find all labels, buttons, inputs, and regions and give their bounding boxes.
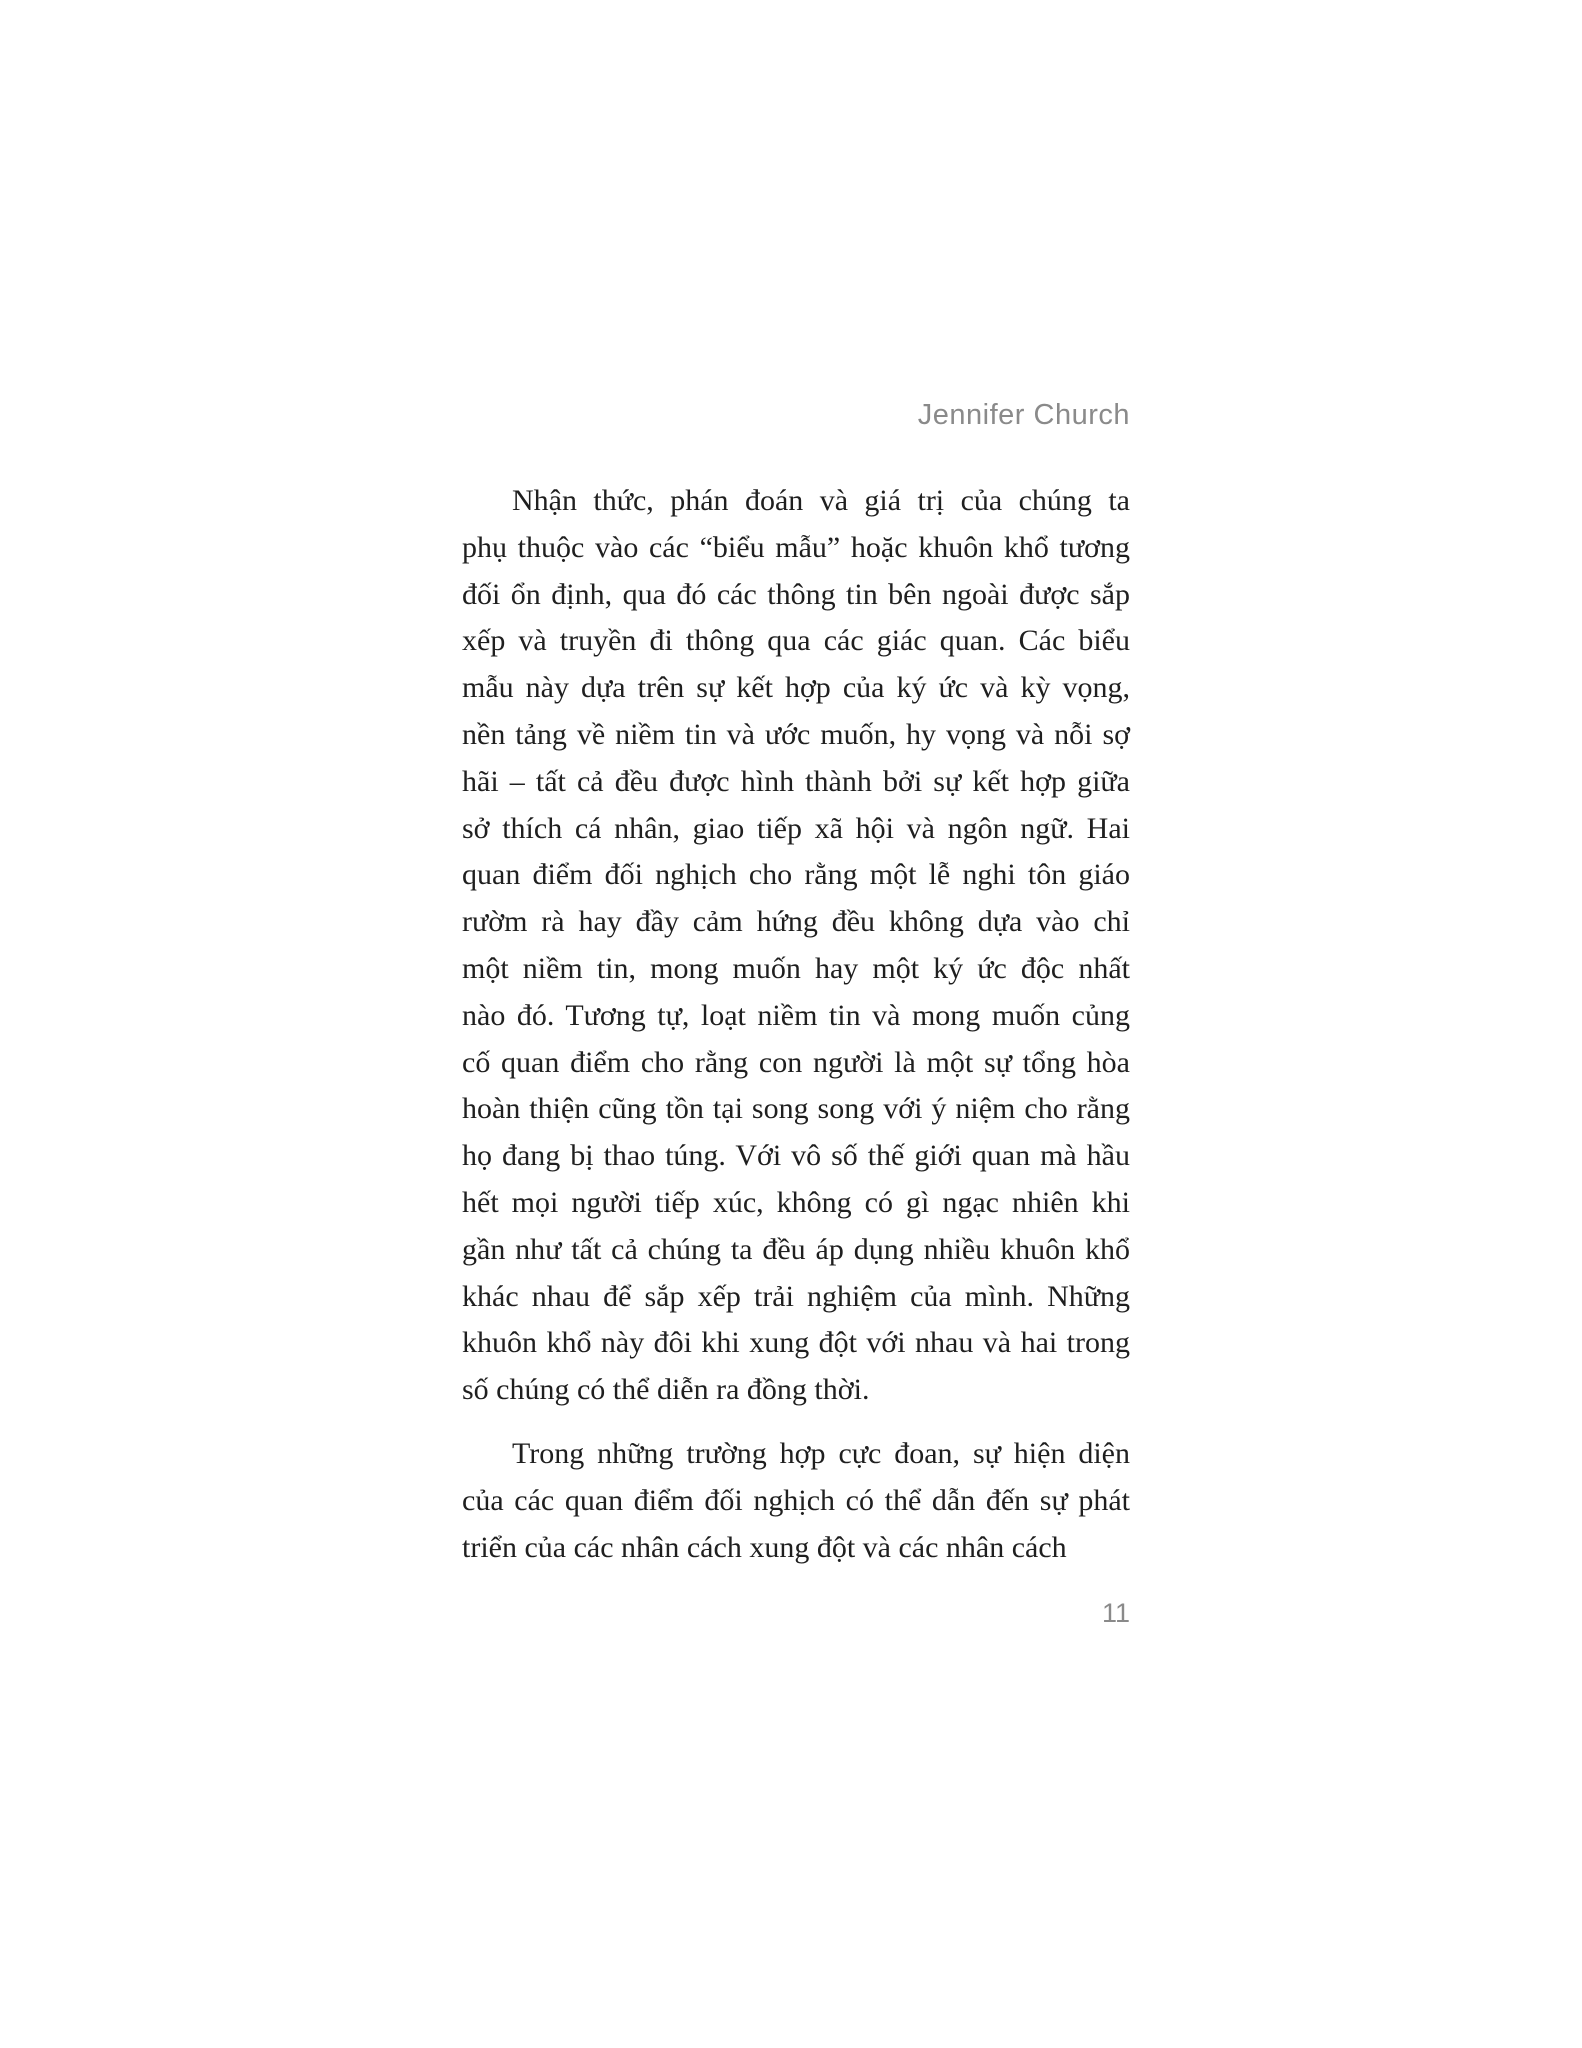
- text-line: gần như tất cả chúng ta đều áp dụng nhiều khuôn khổ: [462, 1232, 1130, 1266]
- text-line: phụ thuộc vào các “biểu mẫu” hoặc khuôn khổ tương: [462, 530, 1130, 564]
- text-line: xếp và truyền đi thông qua các giác quan. Các biểu: [462, 624, 1130, 658]
- text-line: nào đó. Tương tự, loạt niềm tin và mong muốn củng: [462, 998, 1130, 1032]
- text-line: cố quan điểm cho rằng con người là một sự tổng hòa: [462, 1045, 1130, 1079]
- text-line: của các quan điểm đối nghịch có thể dẫn đến sự phát: [462, 1483, 1130, 1517]
- page-number: 11: [1101, 1598, 1130, 1628]
- running-header: Jennifer Church: [917, 399, 1130, 431]
- text-line: quan điểm đối nghịch cho rằng một lễ nghi tôn giáo: [462, 858, 1130, 892]
- text-line: họ đang bị thao túng. Với vô số thế giới quan mà hầu: [462, 1139, 1130, 1173]
- paragraph: [462, 478, 1130, 1414]
- text-line: rườm rà hay đầy cảm hứng đều không dựa vào chỉ: [462, 905, 1130, 939]
- text-line: Trong những trường hợp cực đoan, sự hiện diện: [512, 1436, 1130, 1470]
- text-line: hoàn thiện cũng tồn tại song song với ý niệm cho rằng: [462, 1092, 1130, 1126]
- text-line: đối ổn định, qua đó các thông tin bên ngoài được sắp: [462, 577, 1130, 611]
- paragraph: [462, 1431, 1130, 1571]
- text-line: khác nhau để sắp xếp trải nghiệm của mình. Những: [462, 1279, 1130, 1313]
- text-line: sở thích cá nhân, giao tiếp xã hội và ngôn ngữ. Hai: [462, 811, 1130, 845]
- text-line: hết mọi người tiếp xúc, không có gì ngạc nhiên khi: [462, 1185, 1130, 1219]
- body-text: [462, 478, 1130, 1571]
- text-line: một niềm tin, mong muốn hay một ký ức độc nhất: [462, 951, 1130, 985]
- text-line: khuôn khổ này đôi khi xung đột với nhau và hai trong: [462, 1326, 1130, 1360]
- text-line: số chúng có thể diễn ra đồng thời.: [462, 1373, 870, 1407]
- text-line: hãi – tất cả đều được hình thành bởi sự kết hợp giữa: [462, 764, 1130, 798]
- text-line: triển của các nhân cách xung đột và các nhân cách: [462, 1530, 1067, 1564]
- text-line: nền tảng về niềm tin và ước muốn, hy vọng và nỗi sợ: [462, 717, 1130, 751]
- text-line: Nhận thức, phán đoán và giá trị của chúng ta: [512, 484, 1130, 517]
- text-line: mẫu này dựa trên sự kết hợp của ký ức và kỳ vọng,: [462, 671, 1130, 705]
